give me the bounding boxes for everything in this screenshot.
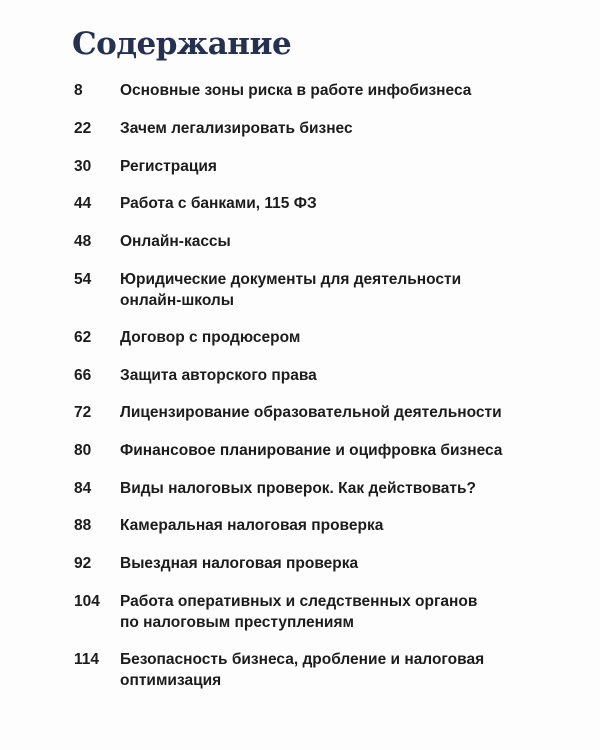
toc-entry-title: Основные зоны риска в работе инфобизнеса [120, 82, 472, 99]
toc-page-number: 44 [74, 195, 92, 212]
toc-entry-title: Работа с банками, 115 ФЗ [120, 195, 317, 212]
toc-page-number: 84 [74, 480, 92, 497]
toc-page-number: 114 [74, 651, 100, 668]
toc-page-number: 54 [74, 271, 92, 288]
toc-entry-title: Лицензирование образовательной деятельности [120, 404, 502, 421]
toc-entry-title: Финансовое планирование и оцифровка бизнеса [120, 442, 503, 459]
toc-page-number: 104 [74, 593, 100, 610]
toc-page-number: 88 [74, 517, 92, 534]
toc-entry-title: Регистрация [120, 158, 217, 175]
toc-entry-title: Работа оперативных и следственных органов по налоговым преступлениям [120, 593, 478, 631]
toc-page-number: 30 [74, 158, 92, 175]
toc-entry-title: Зачем легализировать бизнес [120, 120, 353, 137]
toc-page-number: 80 [74, 442, 92, 459]
toc-entry-title: Выездная налоговая проверка [120, 555, 359, 572]
toc-page-number: 92 [74, 555, 92, 572]
toc-page-number: 8 [74, 82, 83, 99]
toc-page-number: 48 [74, 233, 92, 250]
toc-entry-title: Виды налоговых проверок. Как действовать? [120, 480, 477, 497]
toc-page-number: 72 [74, 404, 92, 421]
toc-entry-title: Юридические документы для деятельности онлайн-школы [120, 271, 462, 309]
toc-entry-title: Онлайн-кассы [120, 233, 231, 250]
page-title: Содержание [72, 26, 292, 62]
toc-entry-title: Камеральная налоговая проверка [120, 517, 384, 534]
toc-page-number: 22 [74, 120, 92, 137]
toc-entry-title: Договор с продюсером [120, 329, 301, 346]
toc-entry-title: Защита авторского права [120, 367, 317, 384]
toc-entry-title: Безопасность бизнеса, дробление и налоговая оптимизация [120, 651, 485, 689]
toc-page-number: 66 [74, 367, 92, 384]
toc-page-number: 62 [74, 329, 92, 346]
